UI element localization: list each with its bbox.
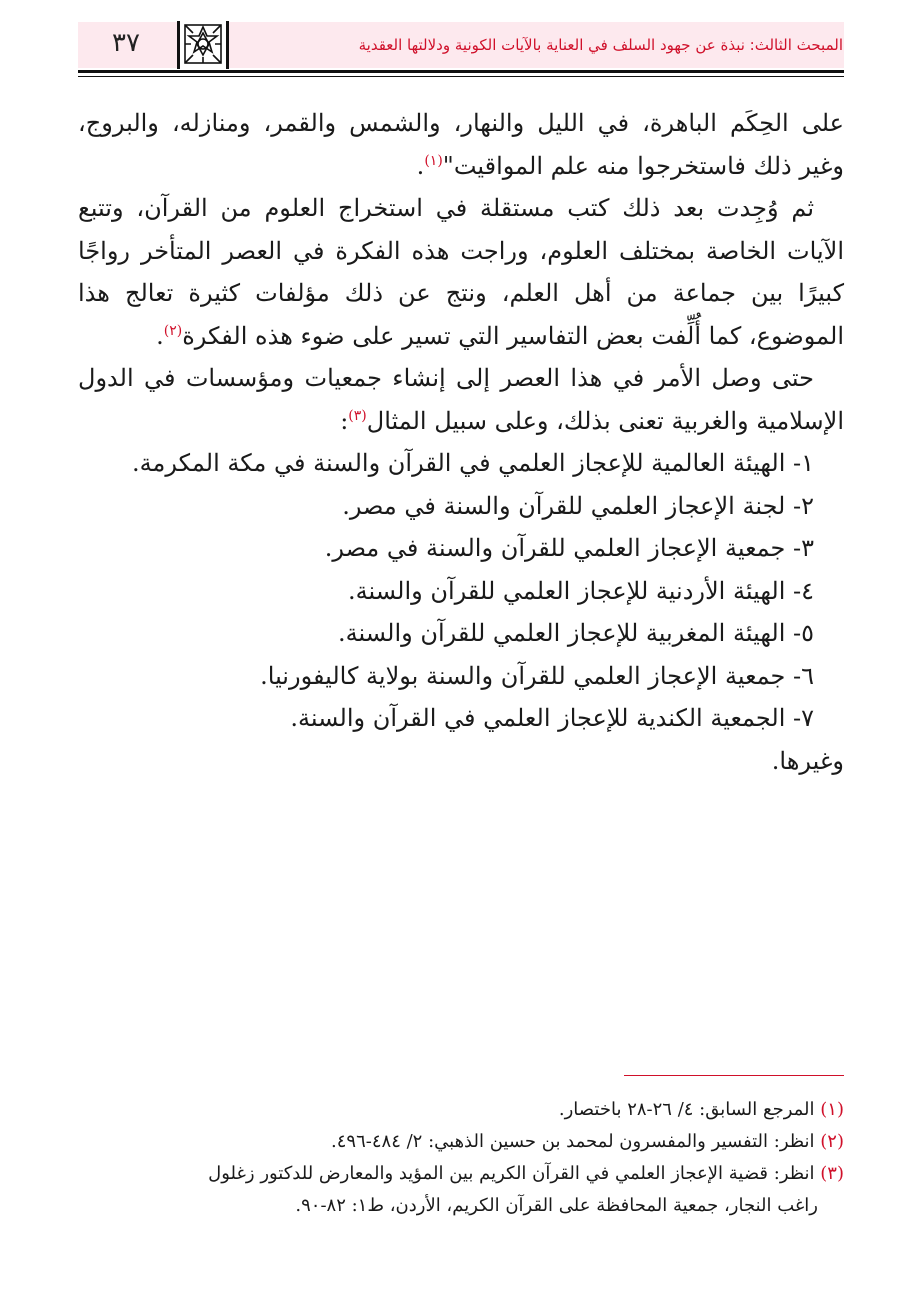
footnote-mark: (١): [820, 1099, 844, 1120]
list-item: ٥- الهيئة المغربية للإعجاز العلمي للقرآن والسنة.: [337, 619, 814, 647]
header-rule-thin: [78, 76, 844, 77]
footnote-text: انظر: التفسير والمفسرون لمحمد بن حسين الذهبي: ٢/ ٤٨٤-٤٩٦.: [331, 1131, 815, 1152]
paragraph-1-end: .: [416, 151, 425, 180]
list-item: ٣- جمعية الإعجاز العلمي للقرآن والسنة في مصر.: [324, 534, 814, 562]
list-item: ٧- الجمعية الكندية للإعجاز العلمي في القرآن والسنة.: [290, 704, 814, 732]
list-item: ١- الهيئة العالمية للإعجاز العلمي في القرآن والسنة في مكة المكرمة.: [132, 449, 814, 477]
footnote-text: المرجع السابق: ٤/ ٢٦-٢٨ باختصار.: [558, 1099, 815, 1120]
paragraph-3-end: :: [340, 406, 349, 435]
footnote-3-continuation: راغب النجار، جمعية المحافظة على القرآن الكريم، الأردن، ط١: ٨٢-٩٠.: [295, 1195, 818, 1216]
page-number: ٣٧: [112, 28, 140, 58]
list-tail: وغيرها.: [771, 746, 844, 775]
list-item: ٤- الهيئة الأردنية للإعجاز العلمي للقرآن والسنة.: [348, 576, 814, 605]
paragraph-1-text: على الحِكَم الباهرة، في الليل والنهار، والشمس والقمر، ومنازله، والبروج، وغير ذلك فاستخرجوا منه علم المواقيت": [78, 109, 844, 180]
list-item: ٢- لجنة الإعجاز العلمي للقرآن والسنة في مصر.: [342, 491, 814, 520]
footnote-separator: [624, 1075, 844, 1076]
paragraph-2-text: ثم وُجِدت بعد ذلك كتب مستقلة في استخراج العلوم من القرآن، وتتبع الآيات الخاصة بمختلف العلوم، وراجت هذه الفكرة في العصر المتأخر رواجًا كبيرًا بين جماعة من أهل العلم، ونتج عن ذلك مؤلفات كثيرة تعالج هذا الموضوع، كما أُلِّفت بعض التفاسير التي تسير على ضوء هذه الفكرة: [78, 194, 844, 350]
footnote-ref-1: (١): [424, 152, 443, 169]
footnote-3: [78, 1158, 844, 1190]
list-item: ٦- جمعية الإعجاز العلمي للقرآن والسنة بولاية كاليفورنيا.: [260, 661, 814, 690]
paragraph-2: [78, 187, 844, 357]
header-rule-thick: [78, 70, 844, 73]
footnote-1: [78, 1094, 844, 1126]
footnote-2: [78, 1126, 844, 1158]
islamic-star-ornament-icon: [177, 21, 229, 69]
running-header-title: المبحث الثالث: نبذة عن جهود السلف في العناية بالآيات الكونية ودلالتها العقدية: [358, 36, 843, 54]
paragraph-3: [78, 357, 844, 442]
footnotes: [78, 1094, 844, 1222]
footnote-ref-3: (٣): [348, 407, 367, 424]
footnote-mark: (٣): [820, 1163, 844, 1184]
paragraph-2-end: .: [156, 321, 164, 350]
paragraph-1: [78, 102, 844, 187]
footnote-text: انظر: قضية الإعجاز العلمي في القرآن الكريم بين المؤيد والمعارض للدكتور زغلول: [208, 1163, 815, 1184]
ornament-pattern: [183, 23, 223, 65]
footnote-ref-2: (٢): [163, 322, 183, 339]
main-text: [78, 102, 844, 782]
footnote-mark: (٢): [820, 1131, 844, 1152]
paragraph-3-text: حتى وصل الأمر في هذا العصر إلى إنشاء جمعيات ومؤسسات في الدول الإسلامية والغربية تعنى بذلك، وعلى سبيل المثال: [78, 364, 844, 435]
